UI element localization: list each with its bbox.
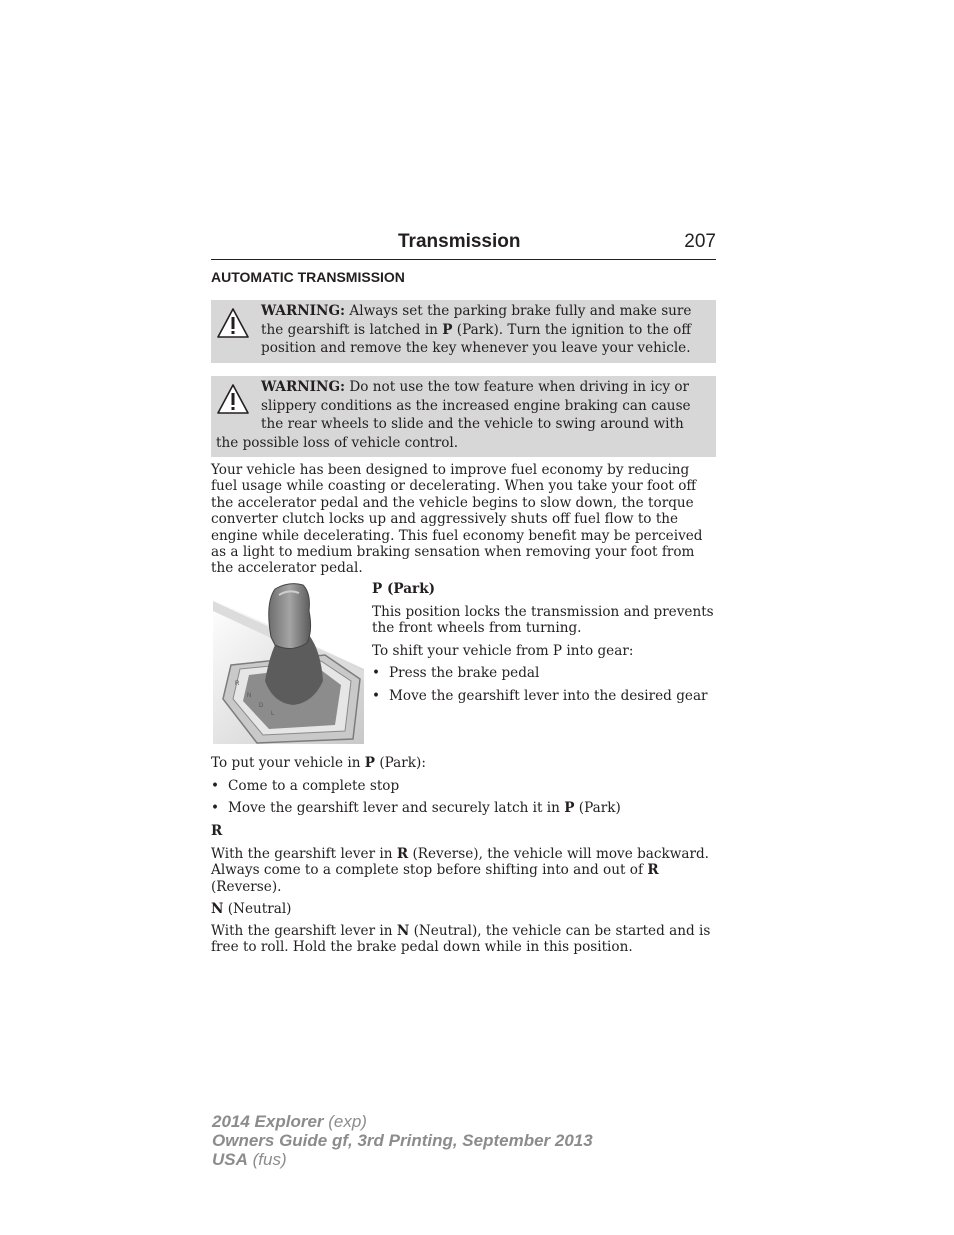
gate-letter: N (247, 693, 252, 699)
gearshift-illustration (213, 581, 364, 744)
warning-label: WARNING: (261, 303, 346, 319)
list-item: • Come to a complete stop (211, 778, 400, 794)
warning-box-tow: WARNING: Do not use the tow feature when driving in icy or slippery conditions as the increased engine braking can cause the rear wheels to slide and the vehicle to swing around with the possible loss of vehicle control. (211, 376, 716, 457)
warning-label: WARNING: (261, 379, 346, 395)
footer-line-2: Owners Guide gf, 3rd Printing, September 2013 (212, 1131, 593, 1150)
list-item: • Move the gearshift lever and securely latch it in P (Park) (211, 800, 621, 816)
neutral-heading: N (Neutral) (211, 901, 292, 917)
page-header (211, 229, 716, 260)
park-description: This position locks the transmission and prevents the front wheels from turning. (372, 604, 714, 637)
warning-triangle-icon (216, 306, 250, 342)
gate-letter: D (259, 703, 264, 709)
park-heading: P (Park) (372, 581, 436, 597)
reverse-heading: R (211, 823, 223, 839)
page-number: 207 (684, 231, 716, 252)
gate-letter: L (271, 711, 275, 717)
park-shift-intro: To shift your vehicle from P into gear: (372, 643, 634, 659)
warning-box-parking: WARNING: Always set the parking brake fully and make sure the gearshift is latched in P (Park). Turn the ignition to the off position and remove the key whenever you leave your vehicle. (211, 300, 716, 363)
section-title: AUTOMATIC TRANSMISSION (211, 269, 405, 285)
chapter-title: Transmission (398, 231, 521, 252)
reverse-paragraph: With the gearshift lever in R (Reverse), the vehicle will move backward. Always come to a complete stop before shifting into and out of R (Reverse). (211, 846, 709, 895)
intro-paragraph: Your vehicle has been designed to improve fuel economy by reducing fuel usage while coasting or decelerating. When you take your foot off the accelerator pedal and the vehicle begins to slow down, the torque converter clutch locks up and aggressively shuts off fuel flow to the engine while decelerating. This fuel economy benefit may be perceived as a light to medium braking sensation when removing your foot from the accelerator pedal. (211, 462, 703, 577)
park-put-intro: To put your vehicle in P (Park): (211, 755, 426, 771)
footer-line-3: USA (fus) (212, 1150, 287, 1169)
page-footer (212, 1112, 593, 1169)
list-item: • Move the gearshift lever into the desired gear (372, 688, 708, 704)
warning-triangle-icon (216, 382, 250, 418)
neutral-paragraph: With the gearshift lever in N (Neutral), the vehicle can be started and is free to roll. Hold the brake pedal down while in this position. (211, 923, 711, 956)
gate-letter: R (235, 681, 240, 687)
footer-line-1: 2014 Explorer (exp) (212, 1112, 367, 1131)
list-item: • Press the brake pedal (372, 665, 540, 681)
